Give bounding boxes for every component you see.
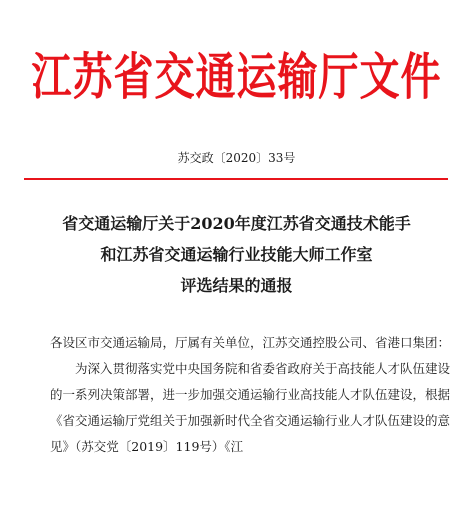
addressee-paragraph: 各设区市交通运输局，厅属有关单位，江苏交通控股公司、省港口集团：	[50, 335, 451, 350]
header-divider-line	[24, 178, 448, 180]
document-body	[50, 330, 460, 460]
document-title-line-3: 评选结果的通报	[180, 276, 293, 295]
document-number: 苏交政〔2020〕33号	[177, 151, 296, 165]
document-title	[0, 208, 473, 301]
body-paragraph-1: 为深入贯彻落实党中央国务院和省委省政府关于高技能人才队伍建设的一系列决策部署，进一步加强交通运输行业高技能人才队伍建设，根据《省交通运输厅党组关于加强新时代全省交通运输行业人才队伍建设的意见》（苏交党〔2019〕119号）《江	[50, 361, 451, 454]
document-title-line-1: 省交通运输厅关于2020年度江苏省交通技术能手	[62, 214, 411, 233]
document-header-title: 江苏省交通运输厅文件	[31, 47, 442, 107]
document-title-line-2: 和江苏省交通运输行业技能大师工作室	[100, 245, 373, 264]
